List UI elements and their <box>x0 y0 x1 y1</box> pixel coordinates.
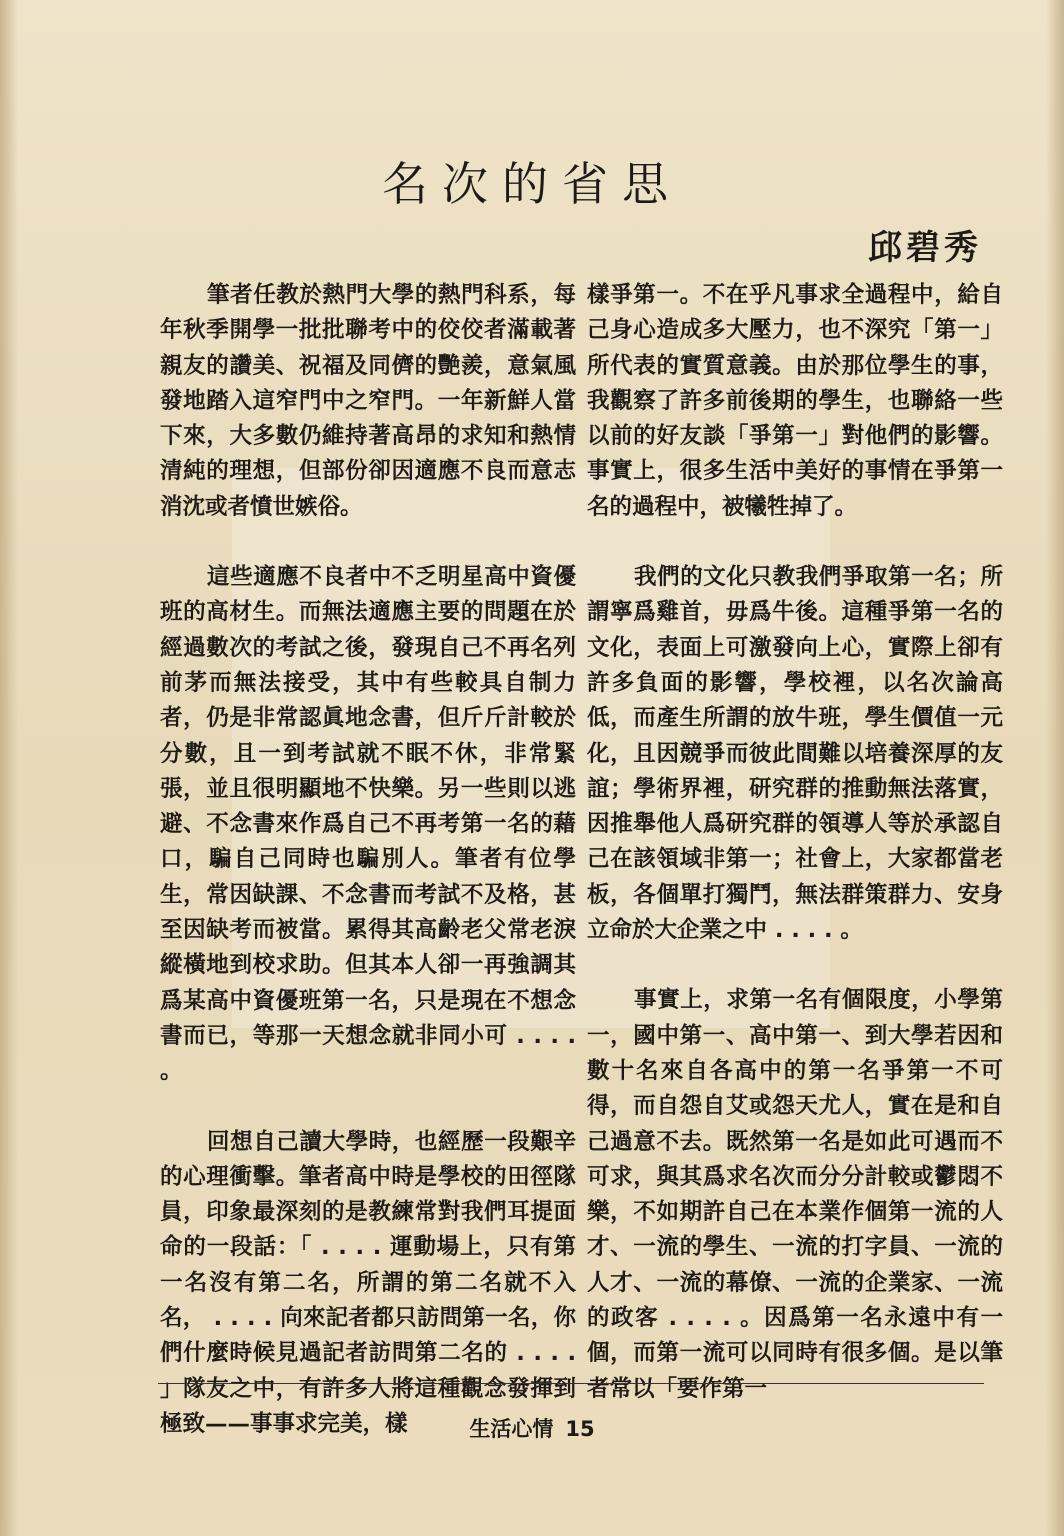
left-text-column <box>160 278 576 1477</box>
footer-section-name: 生活心情 <box>469 1417 554 1441</box>
paragraph-5: 事實上，求第一名有個限度，小學第一，國中第一、高中第一、到大學若因和數十名來自各高中的第一名爭第一不可得，而自怨自艾或怨天尤人，實在是和自己過意不去。既然第一名是如此可遇而不可求，與其爲求名次而分分計較或鬱悶不樂，不如期許自己在本業作個第一流的人才、一流的學生、一流的打字員、一流的人才、一流的幕僚、一流的企業家、一流的政客 . . . . 。因爲第一名永遠中有一個，而第一流可以同時有很多個。是以筆者常以「要作第一 <box>587 987 1003 1402</box>
article-author: 邱碧秀 <box>868 228 982 268</box>
paragraph-3-continued: 樣爭第一。不在乎凡事求全過程中，給自己身心造成多大壓力，也不深究「第一」所代表的實質意義。由於那位學生的事，我觀察了許多前後期的學生，也聯絡一些以前的好友談「爭第一」對他們的影響。事實上，很多生活中美好的事情在爭第一名的過程中，被犧牲掉了。 <box>587 282 1003 520</box>
paragraph-4: 我們的文化只教我們爭取第一名；所謂寧爲雞首，毋爲牛後。這種爭第一名的文化，表面上可激發向上心，實際上卻有許多負面的影響，學校裡，以名次論高低，而產生所謂的放牛班，學生價值一元化，且因競爭而彼此間難以培養深厚的友誼；學術界裡，研究群的推動無法落實，因推舉他人爲研究群的領導人等於承認自己在該領域非第一；社會上，大家都當老板，各個單打獨鬥，無法群策群力、安身立命於大企業之中 . . . . 。 <box>587 564 1003 944</box>
right-text-column <box>587 278 1003 1442</box>
paragraph-3: 回想自己讀大學時，也經歷一段艱辛的心理衝擊。筆者高中時是學校的田徑隊員，印象最深刻的是教練常對我們耳提面命的一段話：「 . . . . 運動場上，只有第一名沒有第二名，所謂的第二名就不入名， . . . . 向來記者都只訪問第一名，你們什麼時候見過記者訪問第二名的 . . . . 」隊友之中，有許多人將這種觀念發揮到極致——事事求完美，樣 <box>160 1128 576 1437</box>
paragraph-2: 這些適應不良者中不乏明星高中資優班的高材生。而無法適應主要的問題在於經過數次的考試之後，發現自己不再名列前茅而無法接受，其中有些較具自制力者，仍是非常認眞地念書，但斤斤計較於分數，且一到考試就不眠不休，非常緊張，並且很明顯地不快樂。另一些則以逃避、不念書來作爲自己不再考第一名的藉口，騙自己同時也騙別人。筆者有位學生，常因缺課、不念書而考試不及格，甚至因缺考而被當。累得其高齡老父常老淚縱橫地到校求助。但其本人卻一再強調其爲某高中資優班第一名，只是現在不想念書而已，等那一天想念就非同小可 . . . . 。 <box>160 564 576 1085</box>
page-number: 15 <box>565 1417 595 1441</box>
page-footer <box>0 1413 1064 1443</box>
article-title: 名次的省思 <box>382 157 682 211</box>
page-edge-shadow-left <box>0 0 18 1536</box>
page-edge-shadow-right <box>1046 0 1064 1536</box>
footer-divider <box>158 1383 984 1384</box>
paragraph-1: 筆者任教於熱門大學的熱門科系，每年秋季開學一批批聯考中的佼佼者滿載著親友的讚美、祝福及同儕的艷羨，意氣風發地踏入這窄門中之窄門。一年新鮮人當下來，大多數仍維持著高昂的求知和熱情清純的理想，但部份卻因適應不良而意志消沈或者憤世嫉俗。 <box>160 282 576 520</box>
